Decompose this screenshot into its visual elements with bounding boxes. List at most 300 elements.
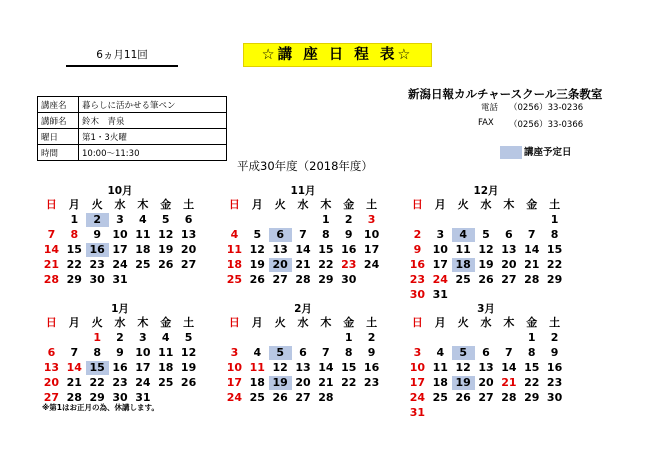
- day-cell: 14: [295, 243, 311, 256]
- day-cell: 21: [295, 258, 311, 271]
- day-cell: 8: [70, 228, 79, 241]
- empty-cell: [360, 391, 383, 405]
- day-cell: 23: [363, 376, 380, 389]
- day-cell: 17: [112, 243, 128, 256]
- calendar-month: [223, 184, 383, 288]
- day-cell: 9: [344, 228, 353, 241]
- day-cell: 2: [413, 228, 422, 241]
- day-cell: 15: [341, 361, 357, 374]
- week-row: [223, 361, 383, 376]
- day-cell: 18: [452, 258, 475, 272]
- empty-cell: [475, 213, 498, 227]
- day-cell: 15: [66, 243, 82, 256]
- weekday-label: 水: [480, 316, 492, 329]
- day-cell: 27: [43, 391, 60, 404]
- day-cell: 28: [66, 391, 82, 404]
- weekday-label: 月: [68, 316, 80, 329]
- day-cell: 4: [139, 213, 147, 226]
- day-cell: 24: [363, 258, 380, 271]
- month-title: 12月: [473, 185, 499, 197]
- day-cell: 9: [550, 346, 559, 359]
- calendar-month: [223, 302, 383, 406]
- day-cell: 2: [86, 213, 109, 227]
- day-cell: 23: [89, 258, 105, 271]
- day-cell: 13: [272, 243, 288, 256]
- day-cell: 23: [546, 376, 563, 389]
- weekday-label: 月: [251, 198, 263, 211]
- day-cell: 5: [482, 228, 490, 241]
- day-cell: 23: [112, 376, 128, 389]
- day-cell: 10: [135, 346, 151, 359]
- empty-cell: [246, 213, 269, 227]
- day-cell: 25: [226, 273, 243, 286]
- weekday-label: 月: [434, 316, 446, 329]
- day-cell: 25: [135, 258, 151, 271]
- week-row: [406, 376, 566, 391]
- day-cell: 23: [409, 273, 426, 286]
- day-cell: 20: [43, 376, 60, 389]
- weekday-label: 火: [274, 198, 286, 211]
- weekday-label: 火: [457, 316, 469, 329]
- day-cell: 10: [432, 243, 448, 256]
- day-cell: 5: [452, 346, 475, 360]
- day-cell: 7: [47, 228, 56, 241]
- weekday-header: [40, 316, 200, 331]
- day-cell: 1: [527, 331, 536, 344]
- day-cell: 7: [70, 346, 79, 359]
- empty-cell: [177, 273, 200, 287]
- day-cell: 16: [341, 243, 357, 256]
- day-cell: 17: [432, 258, 448, 271]
- weekday-label: 火: [457, 198, 469, 211]
- weekday-label: 金: [343, 198, 355, 211]
- weekday-label: 月: [68, 198, 80, 211]
- day-cell: 20: [269, 258, 292, 272]
- weekday-label: 土: [183, 316, 195, 329]
- day-cell: 27: [295, 391, 311, 404]
- weekday-label: 水: [297, 198, 309, 211]
- day-cell: 13: [43, 361, 60, 374]
- weekday-label: 金: [526, 316, 538, 329]
- empty-cell: [154, 273, 177, 287]
- day-cell: 24: [112, 258, 128, 271]
- week-row: [406, 273, 566, 288]
- day-cell: 16: [409, 258, 426, 271]
- day-cell: 31: [432, 288, 448, 301]
- day-cell: 31: [135, 391, 151, 404]
- week-row: [40, 213, 200, 228]
- day-cell: 26: [180, 376, 197, 389]
- day-cell: 7: [527, 228, 536, 241]
- day-cell: 25: [158, 376, 174, 389]
- weekday-label: 金: [160, 198, 172, 211]
- week-row: [40, 361, 200, 376]
- info-row: [38, 97, 227, 113]
- month-title: 2月: [294, 303, 312, 315]
- fiscal-year-title: 平成30年度（2018年度）: [237, 159, 373, 173]
- empty-cell: [223, 331, 246, 345]
- day-cell: 18: [432, 376, 448, 389]
- calendar-month: [40, 302, 200, 406]
- day-cell: 3: [230, 346, 239, 359]
- week-row: [406, 258, 566, 273]
- day-cell: 24: [226, 391, 243, 404]
- week-row: [40, 331, 200, 346]
- day-cell: 6: [482, 346, 490, 359]
- month-title: 10月: [107, 185, 133, 197]
- day-cell: 29: [66, 273, 82, 286]
- weekday-label: 金: [526, 198, 538, 211]
- weekday-header: [406, 316, 566, 331]
- day-cell: 11: [455, 243, 471, 256]
- day-cell: 3: [436, 228, 445, 241]
- week-row: [406, 228, 566, 243]
- day-cell: 25: [432, 391, 448, 404]
- day-cell: 19: [158, 243, 174, 256]
- day-cell: 14: [524, 243, 540, 256]
- day-cell: 8: [322, 228, 330, 241]
- day-cell: 9: [367, 346, 376, 359]
- weekday-label: 火: [91, 316, 103, 329]
- day-cell: 13: [180, 228, 197, 241]
- weekday-label: 水: [114, 316, 126, 329]
- course-info-table: [37, 96, 227, 161]
- day-cell: 22: [546, 258, 563, 271]
- day-cell: 21: [501, 376, 517, 389]
- day-cell: 23: [341, 258, 357, 271]
- day-cell: 25: [249, 391, 265, 404]
- empty-cell: [177, 391, 200, 405]
- week-row: [406, 243, 566, 258]
- empty-cell: [40, 331, 63, 345]
- day-cell: 6: [184, 213, 193, 226]
- day-cell: 18: [135, 243, 151, 256]
- day-cell: 22: [524, 376, 540, 389]
- month-title: 11月: [290, 185, 316, 197]
- info-value: 第1・3火曜: [79, 129, 227, 145]
- day-cell: 2: [550, 331, 559, 344]
- day-cell: 1: [93, 331, 101, 344]
- weekday-label: 火: [274, 316, 286, 329]
- day-cell: 28: [295, 273, 311, 286]
- empty-cell: [452, 288, 475, 302]
- day-cell: 22: [341, 376, 357, 389]
- day-cell: 14: [66, 361, 82, 374]
- day-cell: 14: [43, 243, 60, 256]
- empty-cell: [475, 331, 498, 345]
- phone-number: （0256）33-0236: [509, 103, 584, 113]
- week-row: [223, 376, 383, 391]
- week-row: [406, 213, 566, 228]
- phone-label: 電話: [481, 103, 499, 113]
- day-cell: 17: [226, 376, 243, 389]
- day-cell: 20: [295, 376, 311, 389]
- empty-cell: [337, 391, 360, 405]
- calendar-month: [406, 302, 566, 421]
- day-cell: 21: [43, 258, 60, 271]
- day-cell: 15: [524, 361, 540, 374]
- day-cell: 12: [158, 228, 174, 241]
- day-cell: 2: [344, 213, 353, 226]
- week-row: [223, 243, 383, 258]
- page-title: ☆講 座 日 程 表☆: [243, 43, 432, 67]
- day-cell: 11: [432, 361, 448, 374]
- day-cell: 14: [501, 361, 517, 374]
- empty-cell: [543, 288, 566, 302]
- day-cell: 13: [501, 243, 517, 256]
- day-cell: 22: [89, 376, 105, 389]
- month-title: 3月: [477, 303, 495, 315]
- week-row: [40, 243, 200, 258]
- day-cell: 26: [272, 391, 288, 404]
- info-key: 曜日: [38, 129, 79, 145]
- empty-cell: [497, 213, 520, 227]
- week-row: [406, 406, 566, 421]
- day-cell: 11: [226, 243, 243, 256]
- day-cell: 22: [66, 258, 82, 271]
- empty-cell: [475, 406, 498, 420]
- day-cell: 30: [409, 288, 426, 301]
- day-cell: 16: [112, 361, 128, 374]
- day-cell: 8: [93, 346, 101, 359]
- weekday-label: 土: [366, 198, 378, 211]
- day-cell: 21: [318, 376, 334, 389]
- day-cell: 19: [180, 361, 197, 374]
- day-cell: 20: [180, 243, 197, 256]
- day-cell: 8: [344, 346, 353, 359]
- day-cell: 24: [432, 273, 448, 286]
- week-row: [406, 391, 566, 406]
- weekday-label: 木: [503, 316, 515, 329]
- empty-cell: [497, 288, 520, 302]
- day-cell: 15: [546, 243, 563, 256]
- day-cell: 7: [505, 346, 513, 359]
- day-cell: 22: [318, 258, 334, 271]
- day-cell: 20: [478, 376, 494, 389]
- calendar-month: [406, 184, 566, 303]
- info-value: 10:00～11:30: [79, 145, 227, 161]
- empty-cell: [269, 213, 292, 227]
- empty-cell: [452, 406, 475, 420]
- day-cell: 3: [139, 331, 147, 344]
- day-cell: 5: [269, 346, 292, 360]
- weekday-label: 水: [480, 198, 492, 211]
- day-cell: 11: [135, 228, 151, 241]
- empty-cell: [429, 213, 452, 227]
- weekday-label: 日: [45, 316, 57, 329]
- day-cell: 13: [478, 361, 494, 374]
- day-cell: 3: [367, 213, 376, 226]
- day-cell: 4: [253, 346, 262, 359]
- day-cell: 5: [184, 331, 193, 344]
- day-cell: 28: [43, 273, 60, 286]
- day-cell: 26: [249, 273, 265, 286]
- week-row: [406, 346, 566, 361]
- weekday-label: 日: [411, 198, 423, 211]
- day-cell: 11: [249, 361, 265, 374]
- week-row: [406, 361, 566, 376]
- weekday-label: 月: [251, 316, 263, 329]
- empty-cell: [543, 406, 566, 420]
- day-cell: 29: [89, 391, 105, 404]
- day-cell: 13: [295, 361, 311, 374]
- week-row: [40, 258, 200, 273]
- empty-cell: [223, 213, 246, 227]
- day-cell: 12: [272, 361, 288, 374]
- day-cell: 12: [180, 346, 197, 359]
- day-cell: 16: [363, 361, 380, 374]
- day-cell: 19: [269, 376, 292, 390]
- day-cell: 26: [455, 391, 471, 404]
- day-cell: 30: [546, 391, 563, 404]
- day-cell: 4: [230, 228, 239, 241]
- day-cell: 14: [318, 361, 334, 374]
- day-cell: 26: [158, 258, 174, 271]
- day-cell: 20: [501, 258, 517, 271]
- weekday-label: 金: [343, 316, 355, 329]
- day-cell: 1: [70, 213, 79, 226]
- day-cell: 28: [524, 273, 540, 286]
- day-cell: 9: [413, 243, 422, 256]
- day-cell: 30: [341, 273, 357, 286]
- weekday-header: [406, 198, 566, 213]
- weekday-header: [40, 198, 200, 213]
- day-cell: 2: [367, 331, 376, 344]
- day-cell: 17: [363, 243, 380, 256]
- empty-cell: [314, 331, 337, 345]
- week-row: [223, 258, 383, 273]
- day-cell: 9: [116, 346, 124, 359]
- day-cell: 10: [363, 228, 380, 241]
- day-cell: 30: [112, 391, 128, 404]
- empty-cell: [406, 331, 429, 345]
- empty-cell: [452, 331, 475, 345]
- day-cell: 29: [318, 273, 334, 286]
- week-row: [40, 273, 200, 288]
- legend-label: 講座予定日: [524, 147, 572, 158]
- day-cell: 11: [158, 346, 174, 359]
- weekday-label: 日: [411, 316, 423, 329]
- empty-cell: [497, 406, 520, 420]
- info-row: [38, 129, 227, 145]
- empty-cell: [429, 406, 452, 420]
- weekday-label: 水: [114, 198, 126, 211]
- fax-label: FAX: [478, 118, 494, 128]
- empty-cell: [429, 331, 452, 345]
- empty-cell: [40, 213, 63, 227]
- day-cell: 5: [253, 228, 262, 241]
- day-cell: 19: [452, 376, 475, 390]
- week-row: [223, 331, 383, 346]
- empty-cell: [360, 273, 383, 287]
- day-cell: 21: [524, 258, 540, 271]
- day-cell: 18: [226, 258, 243, 271]
- empty-cell: [269, 331, 292, 345]
- day-cell: 27: [501, 273, 517, 286]
- day-cell: 29: [524, 391, 540, 404]
- week-row: [223, 273, 383, 288]
- day-cell: 10: [409, 361, 426, 374]
- weekday-header: [223, 198, 383, 213]
- empty-cell: [520, 213, 543, 227]
- day-cell: 24: [409, 391, 426, 404]
- day-cell: 6: [299, 346, 307, 359]
- week-row: [406, 331, 566, 346]
- day-cell: 28: [501, 391, 517, 404]
- day-cell: 27: [180, 258, 197, 271]
- day-cell: 1: [322, 213, 330, 226]
- holiday-note: ※第1はお正月の為、休講します。: [42, 403, 159, 412]
- day-cell: 6: [269, 228, 292, 242]
- empty-cell: [292, 213, 315, 227]
- info-key: 講座名: [38, 97, 79, 113]
- weekday-label: 木: [137, 198, 149, 211]
- empty-cell: [520, 288, 543, 302]
- weekday-label: 木: [320, 316, 332, 329]
- empty-cell: [292, 331, 315, 345]
- day-cell: 21: [66, 376, 82, 389]
- day-cell: 19: [249, 258, 265, 271]
- weekday-label: 水: [297, 316, 309, 329]
- day-cell: 6: [47, 346, 56, 359]
- day-cell: 2: [116, 331, 124, 344]
- day-cell: 1: [344, 331, 353, 344]
- empty-cell: [246, 331, 269, 345]
- day-cell: 29: [546, 273, 563, 286]
- info-value: 鈴木 青泉: [79, 113, 227, 129]
- day-cell: 8: [527, 346, 536, 359]
- day-cell: 12: [249, 243, 265, 256]
- week-row: [223, 228, 383, 243]
- school-name: 新潟日報カルチャースクール三条教室: [408, 87, 603, 101]
- day-cell: 24: [135, 376, 151, 389]
- day-cell: 27: [478, 391, 494, 404]
- day-cell: 6: [505, 228, 513, 241]
- empty-cell: [406, 213, 429, 227]
- day-cell: 25: [455, 273, 471, 286]
- day-cell: 31: [409, 406, 426, 419]
- week-row: [40, 346, 200, 361]
- day-cell: 17: [135, 361, 151, 374]
- empty-cell: [131, 273, 154, 287]
- day-cell: 18: [249, 376, 265, 389]
- course-count: 6ヵ月11回: [66, 47, 178, 67]
- weekday-header: [223, 316, 383, 331]
- info-value: 暮らしに活かせる筆ペン: [79, 97, 227, 113]
- weekday-label: 木: [137, 316, 149, 329]
- week-row: [406, 288, 566, 303]
- day-cell: 7: [299, 228, 307, 241]
- day-cell: 7: [322, 346, 330, 359]
- week-row: [223, 391, 383, 406]
- info-key: 時間: [38, 145, 79, 161]
- empty-cell: [497, 331, 520, 345]
- day-cell: 19: [478, 258, 494, 271]
- calendar-month: [40, 184, 200, 288]
- day-cell: 28: [318, 391, 334, 404]
- day-cell: 12: [478, 243, 494, 256]
- week-row: [40, 376, 200, 391]
- month-title: 1月: [111, 303, 129, 315]
- week-row: [223, 346, 383, 361]
- fax-number: （0256）33-0366: [509, 120, 584, 130]
- day-cell: 9: [93, 228, 101, 241]
- day-cell: 30: [89, 273, 105, 286]
- day-cell: 4: [452, 228, 475, 242]
- weekday-label: 木: [503, 198, 515, 211]
- empty-cell: [63, 331, 86, 345]
- day-cell: 15: [86, 361, 109, 375]
